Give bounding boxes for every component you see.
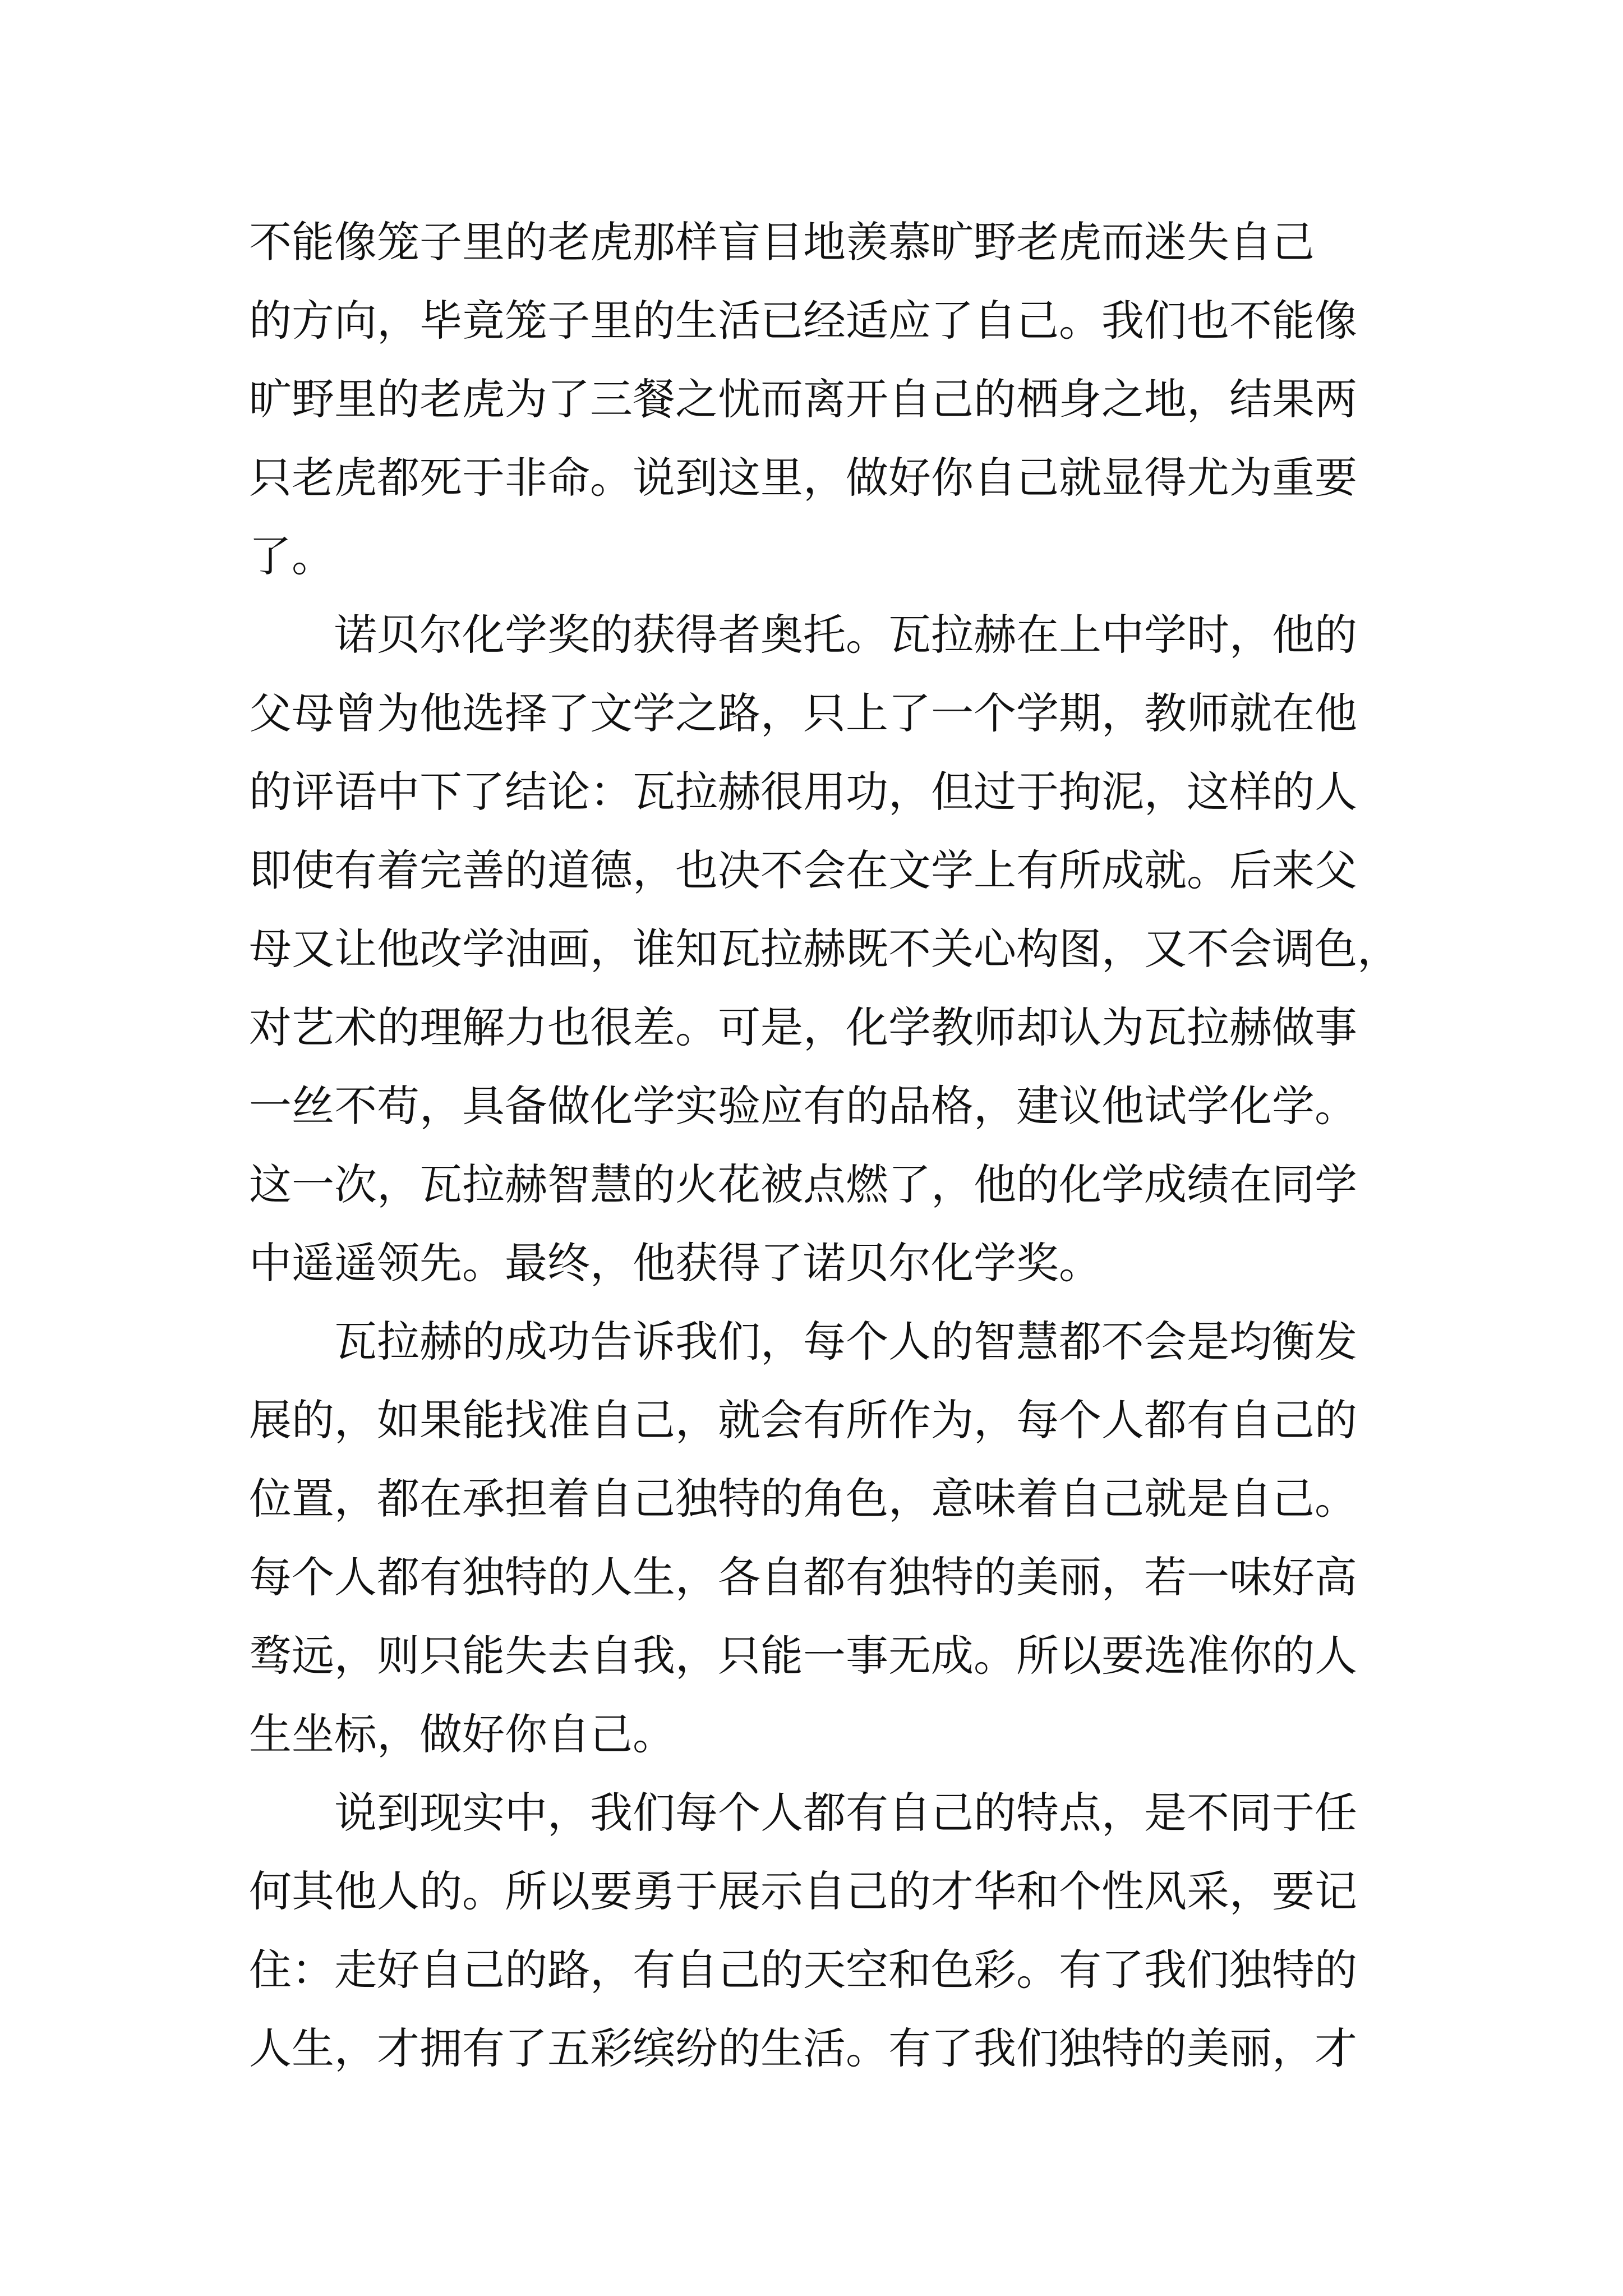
text-line: 这一次，瓦拉赫智慧的火花被点燃了，他的化学成绩在同学 — [249, 1159, 1357, 1209]
paragraph-2 — [249, 596, 1410, 1303]
text-line: 旷野里的老虎为了三餐之忧而离开自己的栖身之地，结果两 — [249, 374, 1357, 424]
text-line: 说到现实中，我们每个人都有自己的特点，是不同于任 — [334, 1788, 1357, 1838]
text-line: 人生，才拥有了五彩缤纷的生活。有了我们独特的美丽，才 — [249, 2023, 1357, 2073]
text-line: 每个人都有独特的人生，各自都有独特的美丽，若一味好高 — [249, 1552, 1357, 1602]
text-line: 何其他人的。所以要勇于展示自己的才华和个性风采，要记 — [249, 1866, 1357, 1916]
text-line: 的评语中下了结论：瓦拉赫很用功，但过于拘泥，这样的人 — [249, 767, 1357, 817]
text-line: 住：走好自己的路，有自己的天空和色彩。有了我们独特的 — [249, 1945, 1357, 1995]
text-line: 母又让他改学油画，谁知瓦拉赫既不关心构图，又不会调色， — [249, 924, 1400, 974]
text-line: 生坐标，做好你自己。 — [249, 1709, 675, 1759]
body-text — [249, 203, 1410, 2088]
text-line: 了。 — [249, 531, 334, 581]
text-line: 即使有着完善的道德，也决不会在文学上有所成就。后来父 — [249, 845, 1357, 895]
text-line: 中遥遥领先。最终，他获得了诺贝尔化学奖。 — [249, 1238, 1101, 1288]
text-line: 父母曾为他选择了文学之路，只上了一个学期，教师就在他 — [249, 688, 1357, 738]
text-line: 诺贝尔化学奖的获得者奥托。瓦拉赫在上中学时，他的 — [334, 610, 1357, 660]
text-line: 瓦拉赫的成功告诉我们，每个人的智慧都不会是均衡发 — [334, 1317, 1357, 1366]
text-line: 一丝不苟，具备做化学实验应有的品格，建议他试学化学。 — [249, 1081, 1357, 1131]
paragraph-1 — [249, 203, 1410, 596]
text-line: 位置，都在承担着自己独特的角色，意味着自己就是自己。 — [249, 1474, 1357, 1524]
text-line: 对艺术的理解力也很差。可是，化学教师却认为瓦拉赫做事 — [249, 1002, 1357, 1052]
text-line: 的方向，毕竟笼子里的生活已经适应了自己。我们也不能像 — [249, 296, 1357, 346]
paragraph-4 — [249, 1774, 1410, 2088]
paragraph-3 — [249, 1303, 1410, 1774]
text-line: 只老虎都死于非命。说到这里，做好你自己就显得尤为重要 — [249, 453, 1357, 503]
text-line: 骛远，则只能失去自我，只能一事无成。所以要选准你的人 — [249, 1631, 1357, 1681]
text-line: 展的，如果能找准自己，就会有所作为，每个人都有自己的 — [249, 1395, 1357, 1445]
text-line: 不能像笼子里的老虎那样盲目地羡慕旷野老虎而迷失自己 — [249, 217, 1315, 267]
